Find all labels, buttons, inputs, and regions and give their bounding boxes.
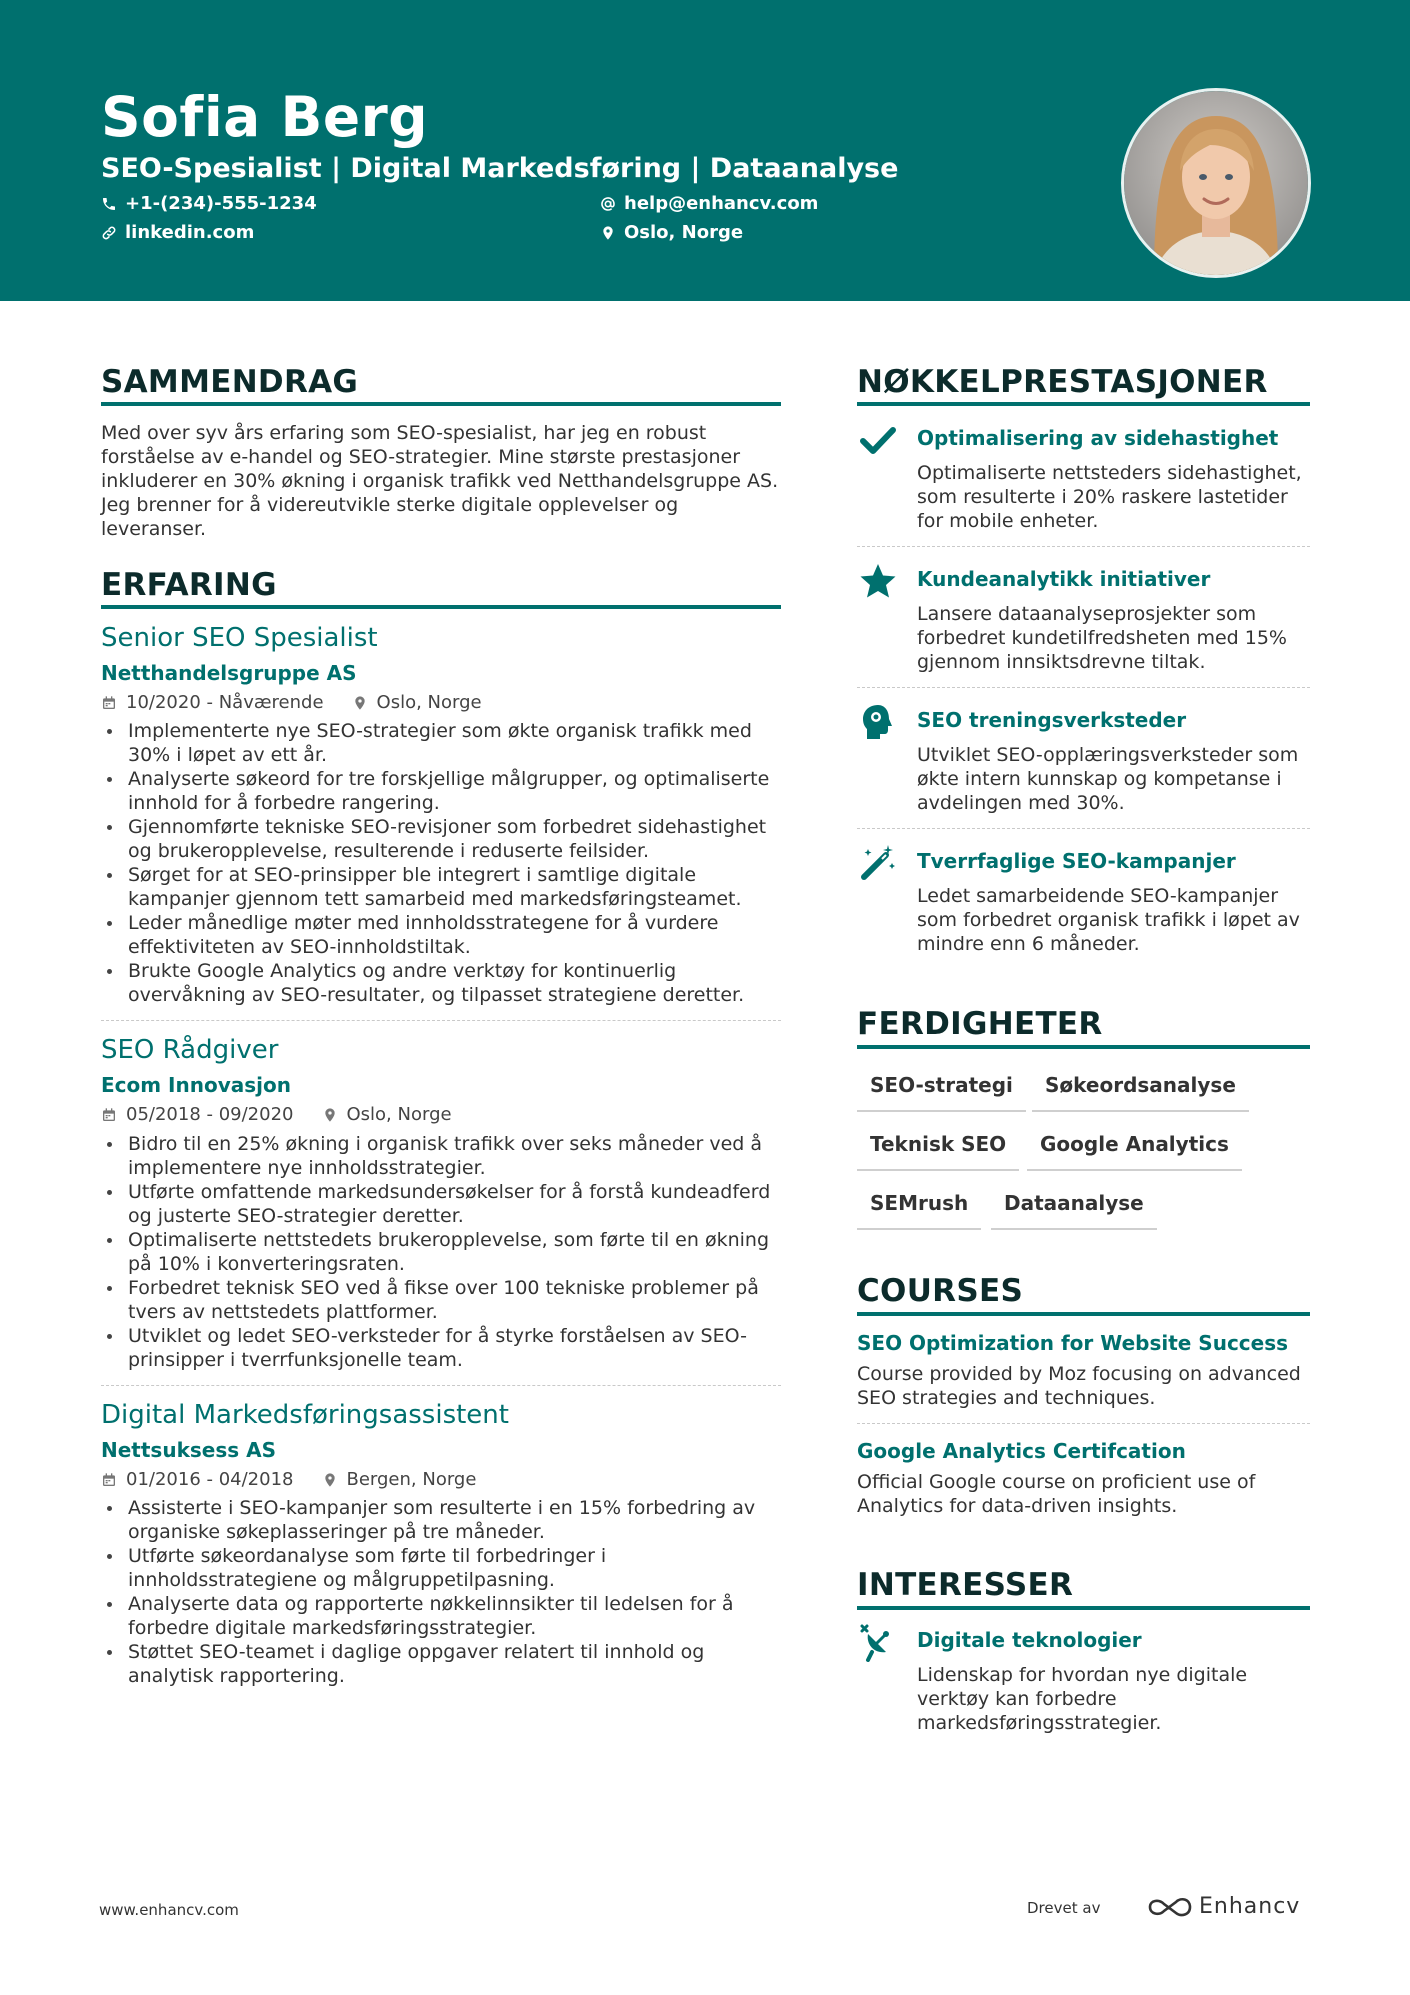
job-location: Oslo, Norge [346, 1104, 452, 1125]
skill-tag: Google Analytics [1027, 1131, 1242, 1171]
phone-text[interactable]: +1-(234)-555-1234 [125, 193, 317, 214]
phone-icon [101, 196, 117, 212]
job-bullets [101, 719, 781, 1007]
achievement-title: SEO treningsverksteder [917, 708, 1187, 732]
list-item: Leder månedlige møter med innholdsstrategene for å vurdere effektiviteten av SEO-innholdstiltak. [101, 911, 781, 959]
summary-text: Med over syv års erfaring som SEO-spesialist, har jeg en robust forståelse av e-handel og SEO-strategier. Mine største prestasjoner inkluderer en 30% økning i organisk trafikk ved Netthandelsgruppe AS. Jeg brenner for å videreutvikle sterke digitale opplevelser og leveranser. [101, 422, 779, 540]
phone-contact [101, 192, 317, 216]
list-item: Optimaliserte nettstedets brukeropplevelse, som førte til en økning på 10% i konverteringsraten. [101, 1228, 781, 1276]
divider [101, 1020, 781, 1021]
satellite-dish-icon [858, 1622, 898, 1662]
map-pin-icon [600, 225, 616, 241]
enhancv-brand-text: Enhancv [1199, 1894, 1301, 1919]
divider [857, 546, 1310, 547]
experience-rule [101, 605, 781, 609]
courses-rule [857, 1312, 1310, 1316]
summary-title: SAMMENDRAG [101, 364, 359, 400]
job-meta [101, 1103, 452, 1127]
map-pin-icon [352, 695, 368, 711]
job-dates: 05/2018 - 09/2020 [126, 1104, 294, 1125]
magic-wand-icon [858, 843, 898, 883]
achievement-title: Tverrfaglige SEO-kampanjer [917, 849, 1236, 873]
skill-tag: Teknisk SEO [857, 1131, 1019, 1171]
job-role: Senior SEO Spesialist [101, 623, 378, 653]
list-item: Assisterte i SEO-kampanjer som resulterte i en 15% forbedring av organiske søkeplasseringer på tre måneder. [101, 1496, 781, 1544]
achievements-title: NØKKELPRESTASJONER [857, 364, 1268, 400]
list-item: Gjennomførte tekniske SEO-revisjoner som forbedret sidehastighet og brukeropplevelse, resulterende i reduserte feilsider. [101, 815, 781, 863]
link-icon [101, 225, 117, 241]
job-location: Bergen, Norge [346, 1469, 477, 1490]
job-dates: 01/2016 - 04/2018 [126, 1469, 294, 1490]
location-contact [600, 221, 743, 245]
profile-photo [1121, 88, 1311, 278]
job-meta [101, 691, 482, 715]
header-banner [0, 0, 1410, 301]
interests-rule [857, 1606, 1310, 1610]
footer-website[interactable]: www.enhancv.com [99, 1901, 239, 1919]
job-role: Digital Markedsføringsassistent [101, 1400, 509, 1430]
achievement-title: Kundeanalytikk initiativer [917, 567, 1211, 591]
achievement-text: Optimaliserte nettsteders sidehastighet, som resulterte i 20% raskere lastetider for mobile enheter. [917, 462, 1302, 532]
linkedin-contact [101, 221, 254, 245]
map-pin-icon [322, 1107, 338, 1123]
courses-title: COURSES [857, 1273, 1024, 1309]
divider [857, 687, 1310, 688]
star-icon [858, 561, 898, 601]
list-item: Implementerte nye SEO-strategier som økte organisk trafikk med 30% i løpet av ett år. [101, 719, 781, 767]
job-bullets [101, 1132, 781, 1372]
linkedin-text[interactable]: linkedin.com [125, 222, 255, 243]
divider [857, 1423, 1310, 1424]
achievement-title: Optimalisering av sidehastighet [917, 426, 1279, 450]
calendar-icon [101, 695, 117, 711]
location-text: Oslo, Norge [624, 222, 744, 243]
divider [857, 828, 1310, 829]
course-title: Google Analytics Certifcation [857, 1439, 1186, 1463]
job-bullets [101, 1496, 781, 1688]
interests-title: INTERESSER [857, 1567, 1074, 1603]
summary-rule [101, 402, 781, 406]
list-item: Utviklet og ledet SEO-verksteder for å styrke forståelsen av SEO-prinsipper i tverrfunksjonelle team. [101, 1324, 781, 1372]
job-company: Nettsuksess AS [101, 1438, 276, 1462]
enhancv-logo-icon [1147, 1895, 1193, 1919]
email-text[interactable]: help@enhancv.com [624, 193, 819, 214]
skill-tag: Dataanalyse [991, 1190, 1157, 1230]
skill-tag: SEO-strategi [857, 1072, 1026, 1112]
skills-title: FERDIGHETER [857, 1006, 1103, 1042]
job-company: Netthandelsgruppe AS [101, 661, 357, 685]
footer-powered-by: Drevet av [1027, 1899, 1101, 1917]
course-text: Course provided by Moz focusing on advanced SEO strategies and techniques. [857, 1363, 1301, 1409]
job-company: Ecom Innovasjon [101, 1073, 291, 1097]
course-text: Official Google course on proficient use of Analytics for data-driven insights. [857, 1471, 1256, 1517]
candidate-name: Sofia Berg [101, 85, 429, 149]
job-dates: 10/2020 - Nåværende [126, 692, 324, 713]
list-item: Analyserte søkeord for tre forskjellige målgrupper, og optimaliserte innhold for å forbedre rangering. [101, 767, 781, 815]
checkmark-icon [858, 420, 898, 460]
map-pin-icon [322, 1472, 338, 1488]
achievement-text: Lansere dataanalyseprosjekter som forbedret kundetilfredsheten med 15% gjennom innsiktsdrevne tiltak. [917, 603, 1287, 673]
achievement-text: Ledet samarbeidende SEO-kampanjer som forbedret organisk trafikk i løpet av mindre enn 6 måneder. [917, 885, 1300, 955]
list-item: Bidro til en 25% økning i organisk trafikk over seks måneder ved å implementere nye innholdsstrategier. [101, 1132, 781, 1180]
achievement-text: Utviklet SEO-opplæringsverksteder som økte intern kunnskap og kompetanse i avdelingen med 30%. [917, 744, 1299, 814]
calendar-icon [101, 1472, 117, 1488]
head-brain-icon [858, 702, 898, 742]
headline: SEO-Spesialist | Digital Markedsføring | Dataanalyse [101, 153, 899, 184]
email-contact [600, 192, 818, 216]
divider [101, 1385, 781, 1386]
list-item: Brukte Google Analytics og andre verktøy for kontinuerlig overvåkning av SEO-resultater, og tilpasset strategiene deretter. [101, 959, 781, 1007]
enhancv-logo[interactable] [1147, 1893, 1300, 1921]
skills-rule [857, 1045, 1310, 1049]
interest-text: Lidenskap for hvordan nye digitale verktøy kan forbedre markedsføringsstrategier. [917, 1664, 1248, 1734]
skill-tag: SEMrush [857, 1190, 981, 1230]
list-item: Utførte søkeordanalyse som førte til forbedringer i innholdsstrategiene og målgruppetilpasning. [101, 1544, 781, 1592]
list-item: Utførte omfattende markedsundersøkelser for å forstå kundeadferd og justerte SEO-strategier deretter. [101, 1180, 781, 1228]
achievements-rule [857, 402, 1310, 406]
list-item: Sørget for at SEO-prinsipper ble integrert i samtlige digitale kampanjer gjennom tett samarbeid med markedsføringsteamet. [101, 863, 781, 911]
skill-tag: Søkeordsanalyse [1032, 1072, 1249, 1112]
calendar-icon [101, 1107, 117, 1123]
list-item: Forbedret teknisk SEO ved å fikse over 100 tekniske problemer på tvers av nettstedets plattformer. [101, 1276, 781, 1324]
list-item: Analyserte data og rapporterte nøkkelinnsikter til ledelsen for å forbedre digitale markedsføringsstrategier. [101, 1592, 781, 1640]
interest-title: Digitale teknologier [917, 1628, 1142, 1652]
list-item: Støttet SEO-teamet i daglige oppgaver relatert til innhold og analytisk rapportering. [101, 1640, 781, 1688]
job-role: SEO Rådgiver [101, 1035, 279, 1065]
experience-title: ERFARING [101, 567, 277, 603]
course-title: SEO Optimization for Website Success [857, 1331, 1289, 1355]
job-meta [101, 1468, 476, 1492]
job-location: Oslo, Norge [376, 692, 482, 713]
at-icon [600, 196, 616, 212]
